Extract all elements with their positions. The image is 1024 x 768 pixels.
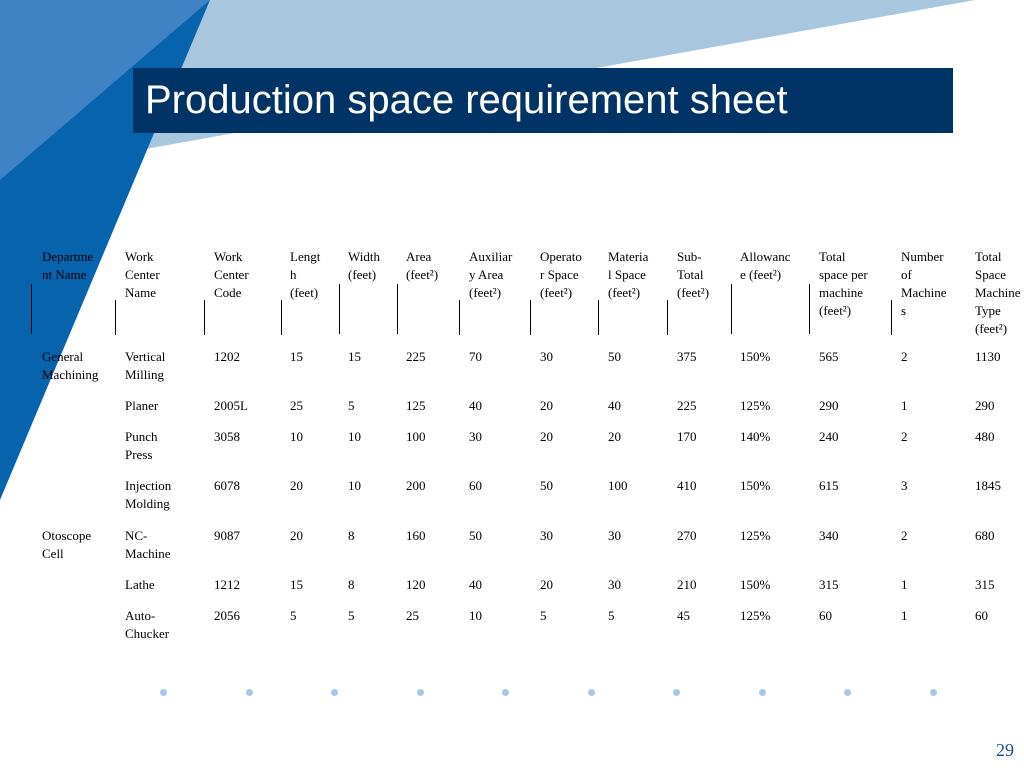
cell-work-center-name: Injection Molding bbox=[125, 478, 172, 511]
cell-sub-total: 410 bbox=[677, 478, 697, 493]
header-department-name: Departme nt Name bbox=[42, 249, 94, 282]
divider-dot bbox=[502, 689, 509, 696]
cell-auxiliary-area: 40 bbox=[469, 398, 482, 413]
cell-material-space: 5 bbox=[608, 608, 615, 623]
cell-allowance: 150% bbox=[740, 349, 771, 364]
cell-area: 225 bbox=[406, 349, 426, 364]
header-separator bbox=[31, 284, 32, 334]
header-separator bbox=[809, 284, 810, 334]
header-sub-total: Sub- Total (feet²) bbox=[677, 249, 710, 300]
divider-dot bbox=[331, 689, 338, 696]
cell-work-center-code: 2005L bbox=[214, 398, 248, 413]
divider-dot bbox=[930, 689, 937, 696]
cell-number-of-machines: 2 bbox=[901, 349, 908, 364]
cell-total-space-per-machine: 565 bbox=[819, 349, 839, 364]
divider-dot bbox=[759, 689, 766, 696]
header-separator bbox=[459, 300, 460, 335]
cell-department-name: Otoscope Cell bbox=[42, 528, 92, 561]
cell-allowance: 150% bbox=[740, 577, 771, 592]
divider-dot bbox=[588, 689, 595, 696]
slide-title: Production space requirement sheet bbox=[145, 78, 788, 122]
cell-total-space-machine-type: 290 bbox=[975, 398, 995, 413]
cell-material-space: 100 bbox=[608, 478, 628, 493]
divider-dot bbox=[417, 689, 424, 696]
cell-operator-space: 30 bbox=[540, 349, 553, 364]
cell-material-space: 20 bbox=[608, 429, 621, 444]
header-allowance: Allowanc e (feet²) bbox=[740, 249, 791, 282]
header-total-space-machine-type: Total Space Machine Type (feet²) bbox=[975, 249, 1021, 336]
header-separator bbox=[339, 284, 340, 334]
cell-work-center-code: 9087 bbox=[214, 528, 240, 543]
cell-width: 10 bbox=[348, 429, 361, 444]
cell-operator-space: 50 bbox=[540, 478, 553, 493]
cell-total-space-per-machine: 615 bbox=[819, 478, 839, 493]
cell-work-center-name: NC- Machine bbox=[125, 528, 171, 561]
cell-work-center-name: Lathe bbox=[125, 577, 155, 592]
cell-auxiliary-area: 50 bbox=[469, 528, 482, 543]
cell-width: 5 bbox=[348, 398, 355, 413]
cell-number-of-machines: 1 bbox=[901, 608, 908, 623]
cell-width: 8 bbox=[348, 577, 355, 592]
cell-material-space: 30 bbox=[608, 577, 621, 592]
header-area: Area (feet²) bbox=[406, 249, 439, 282]
cell-width: 5 bbox=[348, 608, 355, 623]
cell-area: 125 bbox=[406, 398, 426, 413]
header-separator bbox=[667, 300, 668, 335]
cell-total-space-machine-type: 680 bbox=[975, 528, 995, 543]
cell-area: 25 bbox=[406, 608, 419, 623]
cell-length: 5 bbox=[290, 608, 297, 623]
cell-work-center-code: 1202 bbox=[214, 349, 240, 364]
cell-length: 20 bbox=[290, 528, 303, 543]
cell-total-space-per-machine: 340 bbox=[819, 528, 839, 543]
header-material-space: Materia l Space (feet²) bbox=[608, 249, 649, 300]
header-separator bbox=[731, 284, 732, 334]
header-separator bbox=[281, 300, 282, 335]
cell-auxiliary-area: 60 bbox=[469, 478, 482, 493]
cell-operator-space: 20 bbox=[540, 398, 553, 413]
cell-length: 10 bbox=[290, 429, 303, 444]
cell-total-space-machine-type: 315 bbox=[975, 577, 995, 592]
cell-sub-total: 270 bbox=[677, 528, 697, 543]
header-separator bbox=[530, 300, 531, 335]
cell-area: 200 bbox=[406, 478, 426, 493]
cell-auxiliary-area: 10 bbox=[469, 608, 482, 623]
cell-allowance: 125% bbox=[740, 398, 771, 413]
cell-width: 15 bbox=[348, 349, 361, 364]
cell-work-center-name: Vertical Milling bbox=[125, 349, 166, 382]
cell-length: 20 bbox=[290, 478, 303, 493]
divider-dot bbox=[246, 689, 253, 696]
cell-width: 8 bbox=[348, 528, 355, 543]
cell-allowance: 140% bbox=[740, 429, 771, 444]
cell-sub-total: 375 bbox=[677, 349, 697, 364]
cell-operator-space: 20 bbox=[540, 577, 553, 592]
cell-allowance: 125% bbox=[740, 608, 771, 623]
cell-auxiliary-area: 30 bbox=[469, 429, 482, 444]
cell-number-of-machines: 3 bbox=[901, 478, 908, 493]
cell-area: 100 bbox=[406, 429, 426, 444]
cell-sub-total: 210 bbox=[677, 577, 697, 592]
header-length: Lengt h (feet) bbox=[290, 249, 321, 300]
cell-total-space-machine-type: 60 bbox=[975, 608, 988, 623]
cell-material-space: 40 bbox=[608, 398, 621, 413]
cell-material-space: 50 bbox=[608, 349, 621, 364]
cell-total-space-per-machine: 60 bbox=[819, 608, 832, 623]
header-number-of-machines: Number of Machine s bbox=[901, 249, 947, 318]
cell-operator-space: 5 bbox=[540, 608, 547, 623]
cell-material-space: 30 bbox=[608, 528, 621, 543]
cell-number-of-machines: 2 bbox=[901, 429, 908, 444]
cell-number-of-machines: 1 bbox=[901, 398, 908, 413]
cell-total-space-per-machine: 240 bbox=[819, 429, 839, 444]
cell-number-of-machines: 1 bbox=[901, 577, 908, 592]
cell-length: 15 bbox=[290, 349, 303, 364]
cell-department-name: General Machining bbox=[42, 349, 99, 382]
cell-work-center-code: 2056 bbox=[214, 608, 240, 623]
cell-operator-space: 20 bbox=[540, 429, 553, 444]
cell-width: 10 bbox=[348, 478, 361, 493]
cell-area: 120 bbox=[406, 577, 426, 592]
cell-total-space-machine-type: 1130 bbox=[975, 349, 1001, 364]
cell-total-space-machine-type: 1845 bbox=[975, 478, 1001, 493]
cell-sub-total: 170 bbox=[677, 429, 697, 444]
cell-total-space-per-machine: 290 bbox=[819, 398, 839, 413]
header-separator bbox=[598, 300, 599, 335]
header-auxiliary-area: Auxiliar y Area (feet²) bbox=[469, 249, 513, 300]
cell-operator-space: 30 bbox=[540, 528, 553, 543]
divider-dot bbox=[673, 689, 680, 696]
header-separator bbox=[891, 300, 892, 335]
cell-allowance: 125% bbox=[740, 528, 771, 543]
header-width: Width (feet) bbox=[348, 249, 380, 282]
cell-area: 160 bbox=[406, 528, 426, 543]
cell-work-center-name: Planer bbox=[125, 398, 159, 413]
cell-total-space-machine-type: 480 bbox=[975, 429, 995, 444]
cell-work-center-code: 3058 bbox=[214, 429, 240, 444]
divider-dot bbox=[160, 689, 167, 696]
cell-work-center-code: 6078 bbox=[214, 478, 240, 493]
header-operator-space: Operato r Space (feet²) bbox=[540, 249, 582, 300]
header-separator bbox=[204, 300, 205, 335]
divider-dot bbox=[844, 689, 851, 696]
header-work-center-name: Work Center Name bbox=[125, 249, 160, 300]
title-bar bbox=[133, 68, 953, 133]
cell-sub-total: 45 bbox=[677, 608, 690, 623]
cell-length: 25 bbox=[290, 398, 303, 413]
cell-auxiliary-area: 70 bbox=[469, 349, 482, 364]
cell-allowance: 150% bbox=[740, 478, 771, 493]
cell-work-center-code: 1212 bbox=[214, 577, 240, 592]
cell-sub-total: 225 bbox=[677, 398, 697, 413]
cell-work-center-name: Punch Press bbox=[125, 429, 158, 462]
cell-work-center-name: Auto- Chucker bbox=[125, 608, 170, 641]
cell-auxiliary-area: 40 bbox=[469, 577, 482, 592]
page-number: 29 bbox=[996, 740, 1014, 760]
header-work-center-code: Work Center Code bbox=[214, 249, 249, 300]
header-separator bbox=[397, 284, 398, 334]
cell-number-of-machines: 2 bbox=[901, 528, 908, 543]
cell-length: 15 bbox=[290, 577, 303, 592]
cell-total-space-per-machine: 315 bbox=[819, 577, 839, 592]
header-total-space-per-machine: Total space per machine (feet²) bbox=[819, 249, 868, 318]
header-separator bbox=[115, 300, 116, 335]
